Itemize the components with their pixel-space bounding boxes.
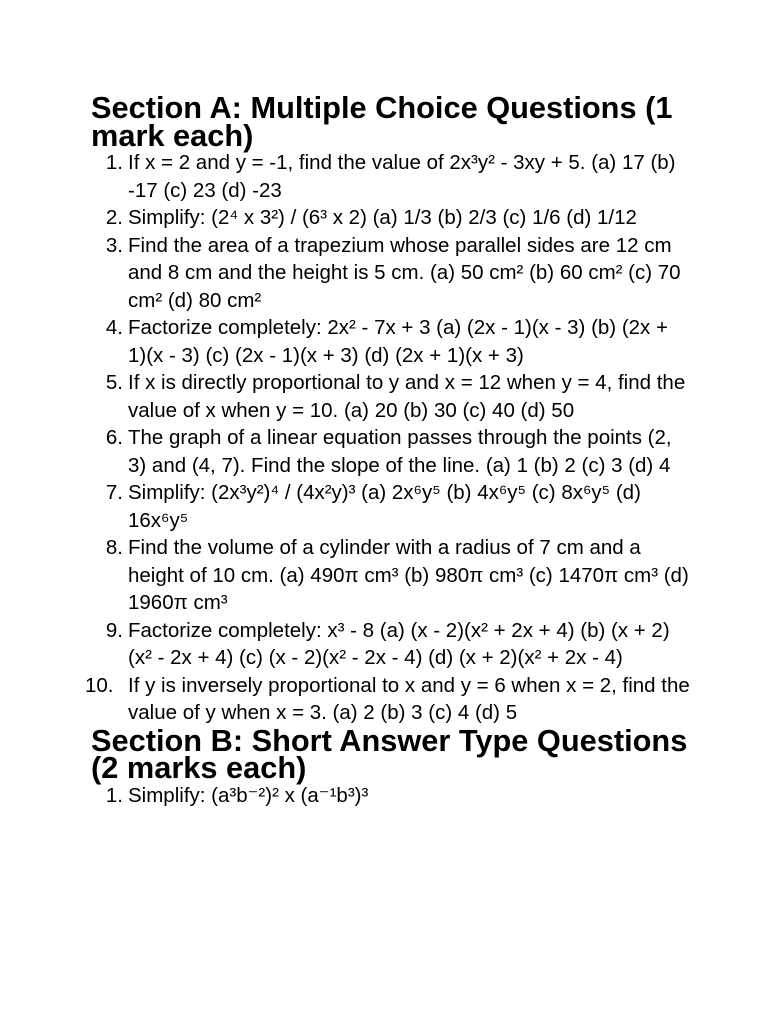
- question-text: Factorize completely: x³ - 8 (a) (x - 2)(x² + 2x + 4) (b) (x + 2)(x² - 2x + 4) (c) (x - 2)(x² - 2x - 4) (d) (x + 2)(x² + 2x - 4): [128, 618, 670, 669]
- question-item: [85, 672, 691, 727]
- question-text: Simplify: (2⁴ x 3²) / (6³ x 2) (a) 1/3 (b) 2/3 (c) 1/6 (d) 1/12: [128, 206, 637, 229]
- question-number: 3.: [105, 233, 123, 257]
- question-number: 9.: [105, 618, 123, 642]
- question-text: If y is inversely proportional to x and y = 6 when x = 2, find the value of y when x = 3. (a) 2 (b) 3 (c) 4 (d) 5: [128, 673, 690, 724]
- question-item: [91, 424, 691, 479]
- question-number: 2.: [105, 206, 123, 229]
- question-text: Find the volume of a cylinder with a radius of 7 cm and a height of 10 cm. (a) 490π cm³ (b) 980π cm³ (c) 1470π cm³ (d) 1960π cm³: [128, 536, 689, 614]
- section-a-heading: Section A: Multiple Choice Questions (1 mark each): [91, 90, 673, 153]
- question-text: The graph of a linear equation passes through the points (2, 3) and (4, 7). Find the slope of the line. (a) 1 (b) 2 (c) 3 (d) 4: [128, 426, 672, 477]
- question-number: 6.: [105, 426, 123, 449]
- question-text: If x = 2 and y = -1, find the value of 2x³y² - 3xy + 5. (a) 17 (b) -17 (c) 23 (d) -23: [128, 151, 676, 202]
- question-item: [91, 782, 691, 810]
- question-number: 1.: [105, 783, 123, 807]
- question-item: [91, 369, 691, 424]
- document-page: [85, 90, 691, 809]
- question-text: Factorize completely: 2x² - 7x + 3 (a) (2x - 1)(x - 3) (b) (2x + 1)(x - 3) (c) (2x - 1)(x + 3) (d) (2x + 1)(x + 3): [128, 316, 668, 367]
- question-number: 8.: [105, 536, 123, 559]
- question-number: 10.: [85, 673, 114, 697]
- question-item: [91, 534, 691, 617]
- question-text: If x is directly proportional to y and x = 12 when y = 4, find the value of x when y = 10. (a) 20 (b) 30 (c) 40 (d) 50: [128, 371, 686, 422]
- question-item: [91, 314, 691, 369]
- question-text: Find the area of a trapezium whose parallel sides are 12 cm and 8 cm and the height is 5 cm. (a) 50 cm² (b) 60 cm² (c) 70 cm² (d) 80 cm²: [128, 233, 681, 312]
- question-item: [91, 479, 691, 534]
- question-number: 1.: [105, 151, 123, 174]
- question-item: [91, 149, 691, 204]
- question-item: [91, 204, 691, 232]
- question-number: 7.: [105, 481, 123, 504]
- question-number: 5.: [105, 371, 123, 394]
- question-item: [91, 232, 691, 315]
- section-b-question-list: [91, 782, 691, 810]
- question-text: Simplify: (2x³y²)⁴ / (4x²y)³ (a) 2x⁶y⁵ (b) 4x⁶y⁵ (c) 8x⁶y⁵ (d) 16x⁶y⁵: [128, 481, 641, 532]
- section-b-heading: Section B: Short Answer Type Questions (2 marks each): [91, 722, 688, 785]
- section-a-question-list: [85, 149, 691, 727]
- question-number: 4.: [105, 316, 123, 339]
- question-item: [91, 617, 691, 672]
- question-text: Simplify: (a³b⁻²)² x (a⁻¹b³)³: [128, 783, 369, 807]
